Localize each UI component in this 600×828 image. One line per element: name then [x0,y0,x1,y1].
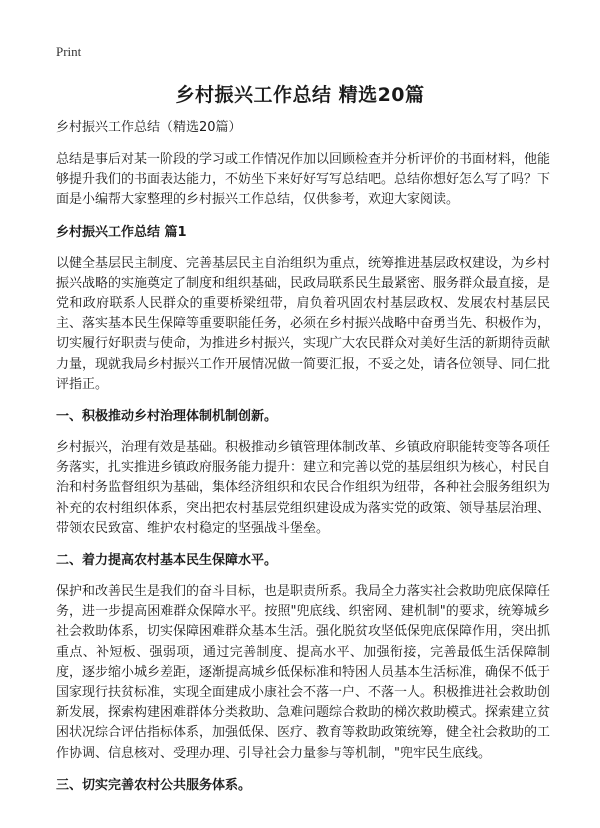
heading-1: 一、积极推动乡村治理体制机制创新。 [56,409,278,425]
document-subtitle: 乡村振兴工作总结（精选20篇） [56,120,242,135]
heading-3: 三、切实完善农村公共服务体系。 [56,777,252,793]
document-body [56,118,550,807]
heading-2: 二、着力提高农村基本民生保障水平。 [56,553,278,569]
section-paragraph: 以健全基层民主制度、完善基层民主自治组织为重点，统筹推进基层政权建设，为乡村振兴战略的实施奠定了制度和组织基础，民政局联系民生最紧密、服务群众最直接，是党和政府联系人民群众的重要桥梁纽带，肩负着巩固农村基层政权、发展农村基层民主、落实基本民生保障等重要职能任务，必须在乡村振兴战略中奋勇当先、积极作为，切实履行好职责与使命，为推进乡村振兴，实现广大农民群众对美好生活的新期待贡献力量，现就我局乡村振兴工作开展情况做一简要汇报，不妥之处，请各位领导、同仁批评指正。 [56,255,551,392]
paragraph-2: 保护和改善民生是我们的奋斗目标，也是职责所系。我局全力落实社会救助兜底保障任务，进一步提高困难群众保障水平。按照"兜底线、织密网、建机制"的要求，统筹城乡社会救助体系，切实保障困难群众基本生活。强化脱贫攻坚低保兜底保障作用，突出抓重点、补短板、强弱项，通过完善制度、提高水平、加强衔接，完善最低生活保障制度，逐步缩小城乡差距，逐渐提高城乡低保标准和特困人员基本生活标准，确保不低于国家现行扶贫标准，实现全面建成小康社会不落一户、不落一人。积极推进社会救助创新发展，探索构建困难群体分类救助、急难问题综合救助的梯次救助模式。探索建立贫困状况综合评估指标体系，加强低保、医疗、教育等救助政策统筹，健全社会救助的工作协调、信息核对、受理办理、引导社会力量参与等机制，"兜牢民生底线。 [56,584,551,761]
page-title: 乡村振兴工作总结 精选20篇 [175,84,425,106]
paragraph-1: 乡村振兴，治理有效是基础。积极推动乡镇管理体制改革、乡镇政府职能转变等各项任务落实，扎实推进乡镇政府服务能力提升：建立和完善以党的基层组织为核心，村民自治和村务监督组织为基础，集体经济组织和农民合作组织为纽带，各种社会服务组织为补充的农村组织体系，突出把农村基层党组织建设成为落实党的政策、领导基层治理、带领农民致富、维护农村稳定的坚强战斗堡垒。 [56,440,551,536]
section-title: 乡村振兴工作总结 篇1 [56,224,187,240]
print-label[interactable]: Print [56,44,82,59]
intro-paragraph: 总结是事后对某一阶段的学习或工作情况作加以回顾检查并分析评价的书面材料，他能够提升我们的书面表达能力，不妨坐下来好好写写总结吧。总结你想好怎么写了吗？下面是小编帮大家整理的乡村振兴工作总结，仅供参考，欢迎大家阅读。 [56,152,551,208]
